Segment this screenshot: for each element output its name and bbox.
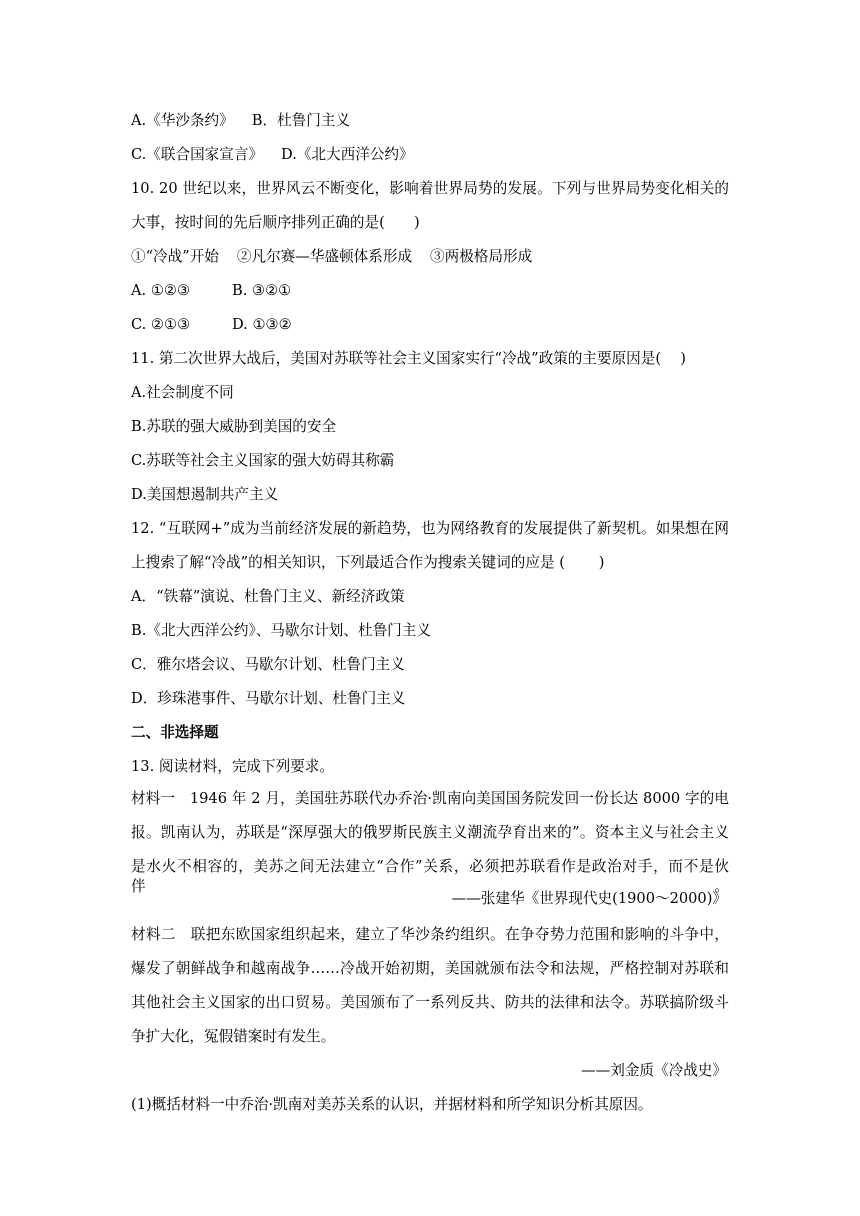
q10-option-d: D. ①③② bbox=[232, 316, 292, 333]
q10-options-row-2 bbox=[131, 315, 292, 335]
q10-option-c: C. ②①③ bbox=[131, 316, 191, 333]
q13-material2-line-3: 其他社会主义国家的出口贸易。美国颁布了一系列反共、防共的法律和法令。苏联搞阶级斗 bbox=[131, 994, 729, 1011]
q13-material2-line-2: 爆发了朝鲜战争和越南战争……冷战开始初期，美国就颁布法令和法规，严格控制对苏联和 bbox=[131, 960, 729, 977]
q13-material1-line-3: 是水火不相容的，美苏之间无法建立“合作”关系，必须把苏联看作是政治对手，而不是伙伴。 bbox=[131, 858, 729, 895]
q10-stem-line-2: 大事，按时间的先后顺序排列正确的是( ) bbox=[131, 214, 420, 231]
q11-option-c: C.苏联等社会主义国家的强大妨碍其称霸 bbox=[131, 452, 395, 469]
q13-material2-line-4: 争扩大化，冤假错案时有发生。 bbox=[131, 1028, 336, 1045]
q12-option-c: C．雅尔塔会议、马歇尔计划、杜鲁门主义 bbox=[131, 656, 405, 673]
q10-option-a: A. ①②③ bbox=[131, 282, 191, 299]
q11-option-a: A.社会制度不同 bbox=[131, 384, 234, 401]
q10-stem-line-1: 10. 20 世纪以来，世界风云不断变化，影响着世界局势的发展。下列与世界局势变化相关的 bbox=[131, 180, 729, 197]
q13-material2-line-1: 材料二 联把东欧国家组织起来，建立了华沙条约组织。在争夺势力范围和影响的斗争中， bbox=[131, 926, 729, 943]
q13-stem: 13. 阅读材料，完成下列要求。 bbox=[131, 758, 334, 775]
q12-stem-line-1: 12. “互联网+”成为当前经济发展的新趋势，也为网络教育的发展提供了新契机。如果想在网 bbox=[131, 520, 729, 537]
q10-option-b: B. ③②① bbox=[232, 282, 292, 299]
q9-option-b: B．杜鲁门主义 bbox=[251, 112, 351, 129]
q9-options-row-2 bbox=[131, 145, 414, 165]
section-heading: 二、非选择题 bbox=[131, 724, 219, 741]
q9-option-d: D.《北大西洋公约》 bbox=[281, 146, 414, 163]
q10-options-row-1 bbox=[131, 281, 291, 301]
q10-items bbox=[131, 247, 532, 267]
q13-material1-line-2: 报。凯南认为，苏联是“深厚强大的俄罗斯民族主义潮流孕育出来的”。资本主义与社会主义 bbox=[131, 824, 729, 841]
q9-option-c: C.《联合国家宣言》 bbox=[131, 146, 264, 163]
q11-stem: 11. 第二次世界大战后，美国对苏联等社会主义国家实行“冷战”政策的主要原因是( ) bbox=[131, 350, 686, 367]
q10-item-3: ③两极格局形成 bbox=[430, 248, 533, 265]
q12-stem-line-2: 上搜索了解“冷战”的相关知识，下列最适合作为搜索关键词的应是 ( ) bbox=[131, 554, 605, 571]
q13-question-1: (1)概括材料一中乔治·凯南对美苏关系的认识，并据材料和所学知识分析其原因。 bbox=[131, 1096, 653, 1113]
q11-option-b: B.苏联的强大威胁到美国的安全 bbox=[131, 418, 337, 435]
q10-item-1: ①“冷战”开始 bbox=[131, 248, 219, 265]
q9-options-row-1 bbox=[131, 111, 350, 131]
q13-material1-source: ——张建华《世界现代史(1900～2000)》 bbox=[451, 890, 727, 907]
q12-option-b: B.《北大西洋公约》、马歇尔计划、杜鲁门主义 bbox=[131, 622, 431, 639]
q13-material2-source: ——刘金质《冷战史》 bbox=[581, 1062, 727, 1079]
q9-option-a: A.《华沙条约》 bbox=[131, 112, 234, 129]
q12-option-d: D．珍珠港事件、马歇尔计划、杜鲁门主义 bbox=[131, 690, 406, 707]
q10-item-2: ②凡尔赛—华盛顿体系形成 bbox=[236, 248, 413, 265]
q11-option-d: D.美国想遏制共产主义 bbox=[131, 486, 279, 503]
q13-material1-line-1: 材料一 1946 年 2 月，美国驻苏联代办乔治·凯南向美国国务院发回一份长达 8000 字的电 bbox=[131, 790, 729, 807]
q12-option-a: A．“铁幕”演说、杜鲁门主义、新经济政策 bbox=[131, 588, 405, 605]
